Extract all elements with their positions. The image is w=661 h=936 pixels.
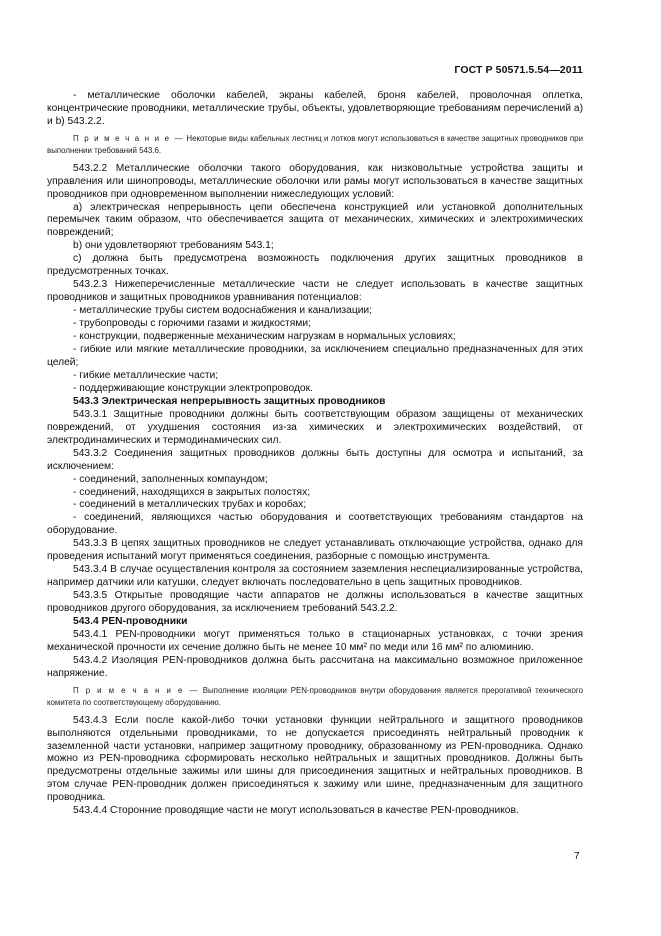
- document-body: [47, 90, 583, 818]
- paragraph: 543.3.4 В случае осуществления контроля за состоянием заземления неспециализированные устройства, например датчики или катушки, следует включать последовательно в цепь защитных проводников.: [47, 564, 583, 589]
- list-item: - поддерживающие конструкции электропроводок.: [73, 382, 313, 394]
- list-item: - соединений, находящихся в закрытых полостях;: [73, 486, 311, 498]
- list-item: - металлические трубы систем водоснабжения и канализации;: [73, 305, 373, 317]
- paragraph: 543.3.1 Защитные проводники должны быть соответствующим образом защищены от механических повреждений, от ухудшения состояния из-за химических и электрохимических воздействий, от электродинамических и термодинамических сил.: [47, 408, 583, 446]
- list-item: b) они удовлетворяют требованиям 543.1;: [73, 240, 274, 252]
- paragraph: 543.4.3 Если после какой-либо точки установки функции нейтрального и защитного проводников выполняются отдельными проводниками, то не допускается присоединять нейтральный проводник к заземленной части установки, например защитному проводнику, образованному из PEN-проводника. Однако можно из PEN-проводника сформировать несколько нейтральных и защитных проводников. Должны быть предусмотрены отдельные зажимы или шины для присоединения защитных и нейтральных проводников. В этом случае PEN-проводник должен присоединяться к зажиму или шине, предназначенным для защитного проводника.: [47, 714, 583, 804]
- list-item: - гибкие металлические части;: [73, 369, 219, 381]
- paragraph: - металлические оболочки кабелей, экраны кабелей, броня кабелей, проволочная оплетка, концентрические проводники, металлические трубы, объекты, удовлетворяющие требованиям перечислений а) и b) 543.2.2.: [47, 90, 583, 127]
- section-heading: 543.4 PEN-проводники: [73, 616, 188, 628]
- document-header: ГОСТ Р 50571.5.54—2011: [454, 64, 583, 76]
- paragraph: 543.2.2 Металлические оболочки такого оборудования, как низковольтные устройства защиты и управления или шинопроводы, металлические оболочки или рамы могут использоваться в качестве защитных проводников при одновременном выполнении нижеследующих условий:: [47, 162, 583, 200]
- note: [47, 685, 583, 710]
- paragraph: 543.4.1 PEN-проводники могут применяться только в стационарных установках, с точки зрения механической прочности их сечение должно быть не менее 10 мм² по меди или 16 мм² по алюминию.: [47, 628, 583, 653]
- list-item: - конструкции, подверженные механическим нагрузкам в нормальных условиях;: [73, 331, 456, 343]
- note: [47, 133, 583, 158]
- paragraph: 543.3.2 Соединения защитных проводников должны быть доступны для осмотра и испытаний, за исключением:: [47, 447, 583, 472]
- paragraph: 543.4.2 Изоляция PEN-проводников должна быть рассчитана на максимально возможное приложенное напряжение.: [47, 654, 583, 679]
- note-label: П р и м е ч а н и е —: [73, 685, 199, 695]
- paragraph: 543.3.3 В цепях защитных проводников не следует устанавливать отключающие устройства, однако для проведения испытаний могут применяться соединения, разборные с помощью инструмента.: [47, 538, 583, 563]
- note-text: Выполнение изоляции PEN-проводников внутри оборудования является прерогативой технического комитета по соответствующему оборудованию.: [47, 685, 583, 708]
- list-item: - соединений, заполненных компаундом;: [73, 473, 268, 485]
- section-heading: 543.3 Электрическая непрерывность защитных проводников: [73, 395, 386, 407]
- paragraph: 543.4.4 Сторонние проводящие части не могут использоваться в качестве PEN-проводников.: [73, 805, 519, 817]
- note-text: Некоторые виды кабельных лестниц и лотков могут использоваться в качестве защитных проводников при выполнении требований 543.6.: [47, 133, 583, 156]
- paragraph: 543.2.3 Нижеперечисленные металлические части не следует использовать в качестве защитных проводников и защитных проводников уравнивания потенциалов:: [47, 279, 583, 304]
- note-label: П р и м е ч а н и е —: [73, 133, 185, 143]
- list-item: с) должна быть предусмотрена возможность подключения других защитных проводников в предусмотренных точках.: [47, 253, 583, 278]
- page-number: 7: [574, 851, 580, 862]
- list-item: а) электрическая непрерывность цепи обеспечена конструкцией или установкой дополнительных перемычек таким образом, что обеспечивается защита от механических, химических и электрохимических повреждений;: [47, 201, 583, 239]
- list-item: - трубопроводы с горючими газами и жидкостями;: [73, 318, 311, 330]
- list-item: - соединений в металлических трубах и коробах;: [73, 499, 307, 511]
- list-item: - соединений, являющихся частью оборудования и соответствующих требованиям стандартов на оборудование.: [47, 512, 583, 537]
- list-item: - гибкие или мягкие металлические проводники, за исключением специально предназначенных для этих целей;: [47, 344, 583, 368]
- paragraph: 543.3.5 Открытые проводящие части аппаратов не должны использоваться в качестве защитных проводников другого оборудования, за исключением требований 543.2.2.: [47, 590, 583, 615]
